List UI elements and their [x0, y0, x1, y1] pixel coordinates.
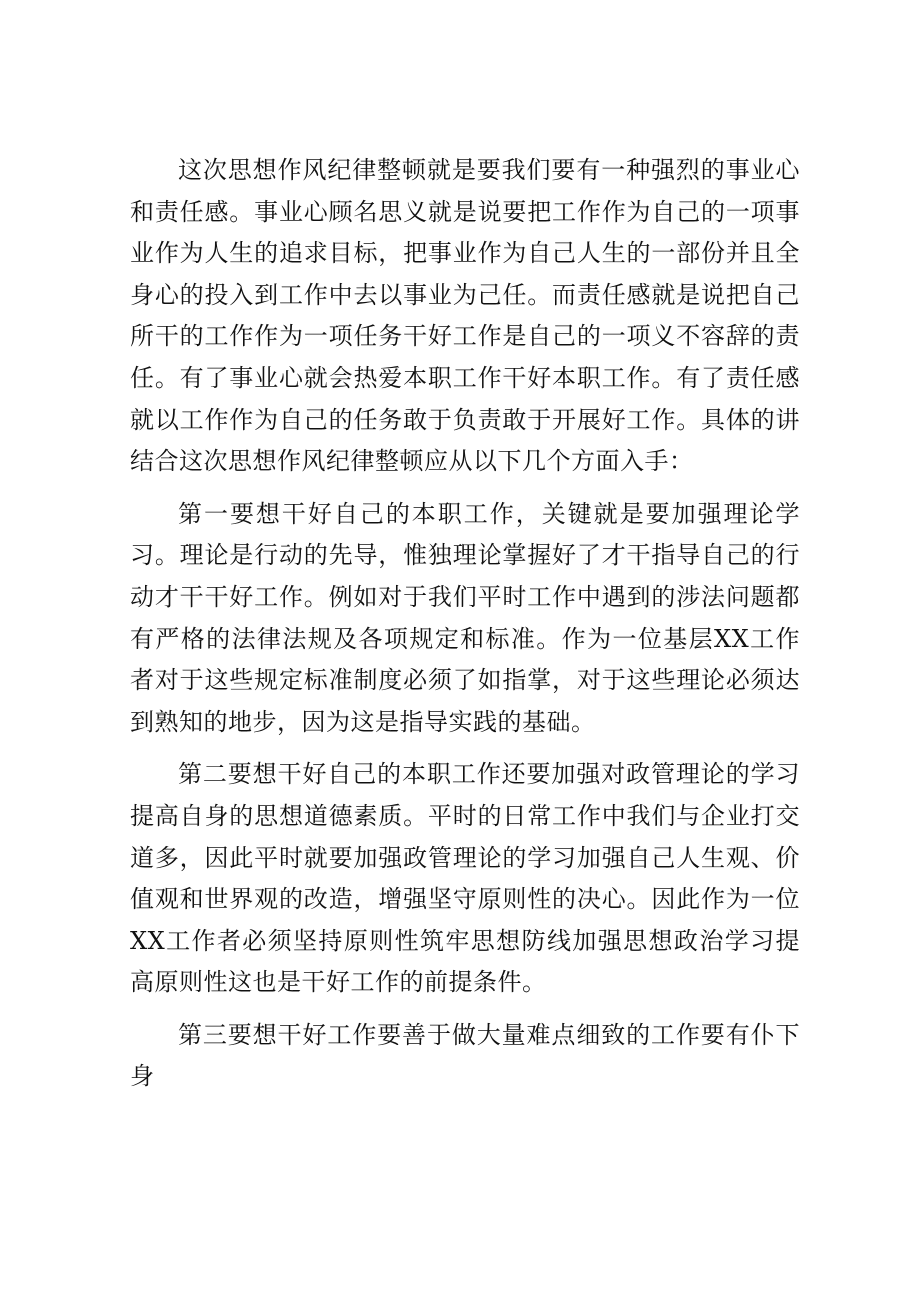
- paragraph-first-point: 第一要想干好自己的本职工作，关键就是要加强理论学习。理论是行动的先导，惟独理论掌握好了才干指导自己的行动才干干好工作。例如对于我们平时工作中遇到的涉法问题都有严格的法律法规及各项规定和标准。作为一位基层XX工作者对于这些规定标准制度必须了如指掌，对于这些理论必须达到熟知的地步，因为这是指导实践的基础。: [130, 499, 800, 736]
- paragraph-second-point: 第二要想干好自己的本职工作还要加强对政管理论的学习提高自身的思想道德素质。平时的日常工作中我们与企业打交道多，因此平时就要加强政管理论的学习加强自己人生观、价值观和世界观的改造，增强坚守原则性的决心。因此作为一位XX工作者必须坚持原则性筑牢思想防线加强思想政治学习提高原则性这也是干好工作的前提条件。: [130, 760, 800, 997]
- paragraph-third-point: 第三要想干好工作要善于做大量难点细致的工作要有仆下身: [130, 1020, 800, 1091]
- paragraph-intro: 这次思想作风纪律整顿就是要我们要有一种强烈的事业心和责任感。事业心顾名思义就是说要把工作作为自己的一项事业作为人生的追求目标，把事业作为自己人生的一部份并且全身心的投入到工作中去以事业为己任。而责任感就是说把自己所干的工作作为一项任务干好工作是自己的一项义不容辞的责任。有了事业心就会热爱本职工作干好本职工作。有了责任感就以工作作为自己的任务敢于负责敢于开展好工作。具体的讲结合这次思想作风纪律整顿应从以下几个方面入手：: [130, 156, 800, 476]
- document-body: [130, 150, 800, 1098]
